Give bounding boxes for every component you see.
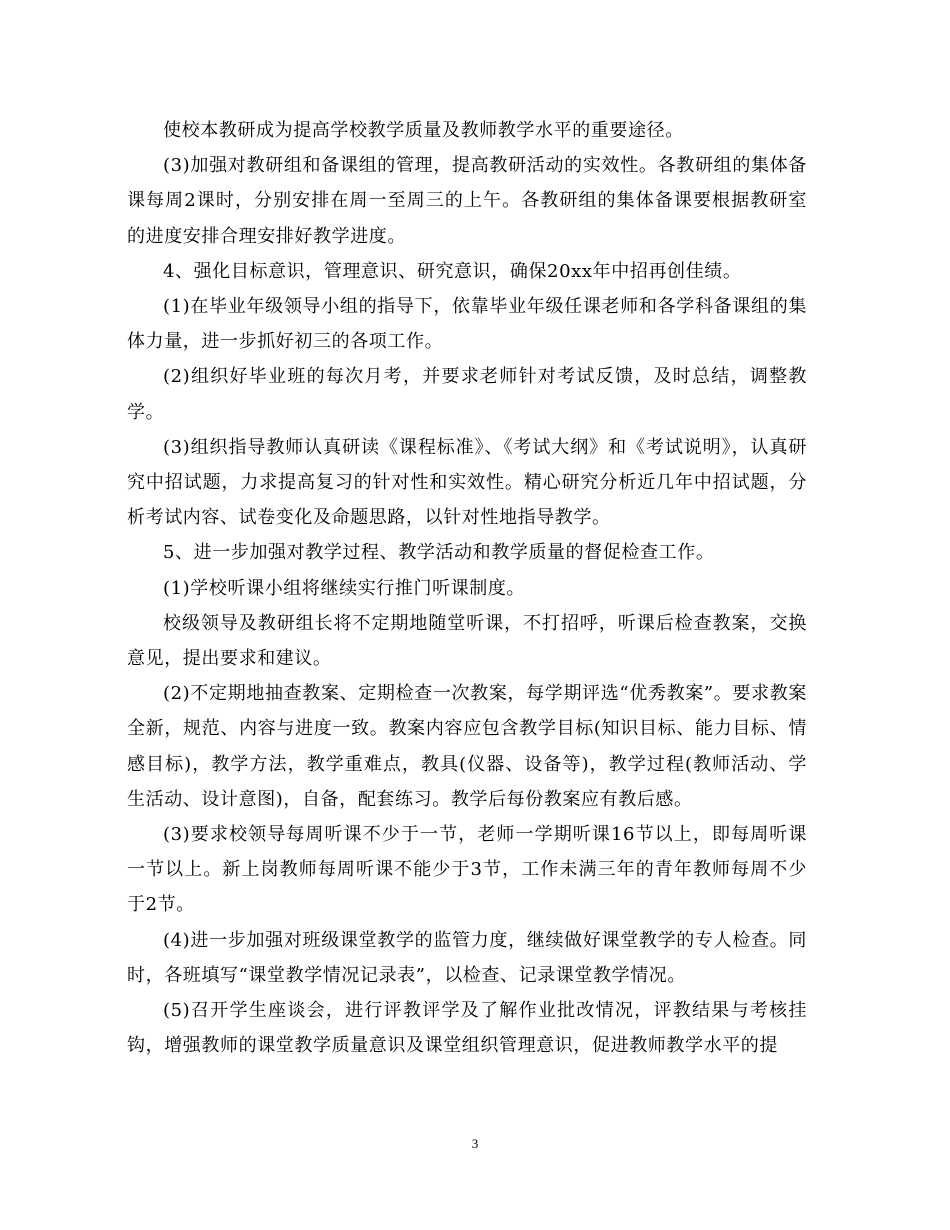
paragraph: 4、强化目标意识，管理意识、研究意识，确保20xx年中招再创佳绩。 [163, 260, 742, 282]
paragraph: (3)要求校领导每周听课不少于一节，老师一学期听课16节以上，即每周听课一节以上。新上岗教师每周听课不能少于3节，工作未满三年的青年教师每周不少于2节。 [127, 824, 807, 916]
document-body [127, 113, 807, 1063]
paragraph: (1)学校听课小组将继续实行推门听课制度。 [163, 577, 526, 599]
paragraph: (1)在毕业年级领导小组的指导下，依靠毕业年级任课老师和各学科备课组的集体力量，进一步抓好初三的各项工作。 [127, 296, 807, 353]
paragraph: (2)组织好毕业班的每次月考，并要求老师针对考试反馈，及时总结，调整教学。 [127, 366, 807, 423]
paragraph: (3)加强对教研组和备课组的管理，提高教研活动的实效性。各教研组的集体备课每周2课时，分别安排在周一至周三的上午。各教研组的集体备课要根据教研室的进度安排合理安排好教学进度。 [127, 155, 807, 247]
paragraph: 5、进一步加强对教学过程、教学活动和教学质量的督促检查工作。 [163, 542, 715, 564]
paragraph: (5)召开学生座谈会，进行评教评学及了解作业批改情况，评教结果与考核挂钩，增强教师的课堂教学质量意识及课堂组织管理意识，促进教师教学水平的提 [127, 1000, 807, 1057]
paragraph: 使校本教研成为提高学校教学质量及教师教学水平的重要途径。 [163, 120, 684, 141]
paragraph: (2)不定期地抽查教案、定期检查一次教案，每学期评选“优秀教案”。要求教案全新，规范、内容与进度一致。教案内容应包含教学目标(知识目标、能力目标、情感目标)，教学方法，教学重难点，教具(仪器、设备等)，教学过程(教师活动、学生活动、设计意图)，自备，配套练习。教学后每份教案应有教后感。 [127, 683, 807, 810]
paragraph: (4)进一步加强对班级课堂教学的监管力度，继续做好课堂教学的专人检查。同时，各班填写“课堂教学情况记录表”，以检查、记录课堂教学情况。 [127, 929, 807, 986]
page-number: 3 [471, 1136, 479, 1151]
paragraph: 校级领导及教研组长将不定期地随堂听课，不打招呼，听课后检查教案，交换意见，提出要求和建议。 [127, 612, 807, 670]
paragraph: (3)组织指导教师认真研读《课程标准》、《考试大纲》和《考试说明》，认真研究中招试题，力求提高复习的针对性和实效性。精心研究分析近几年中招试题，分析考试内容、试卷变化及命题思路，以针对性地指导教学。 [127, 436, 807, 529]
